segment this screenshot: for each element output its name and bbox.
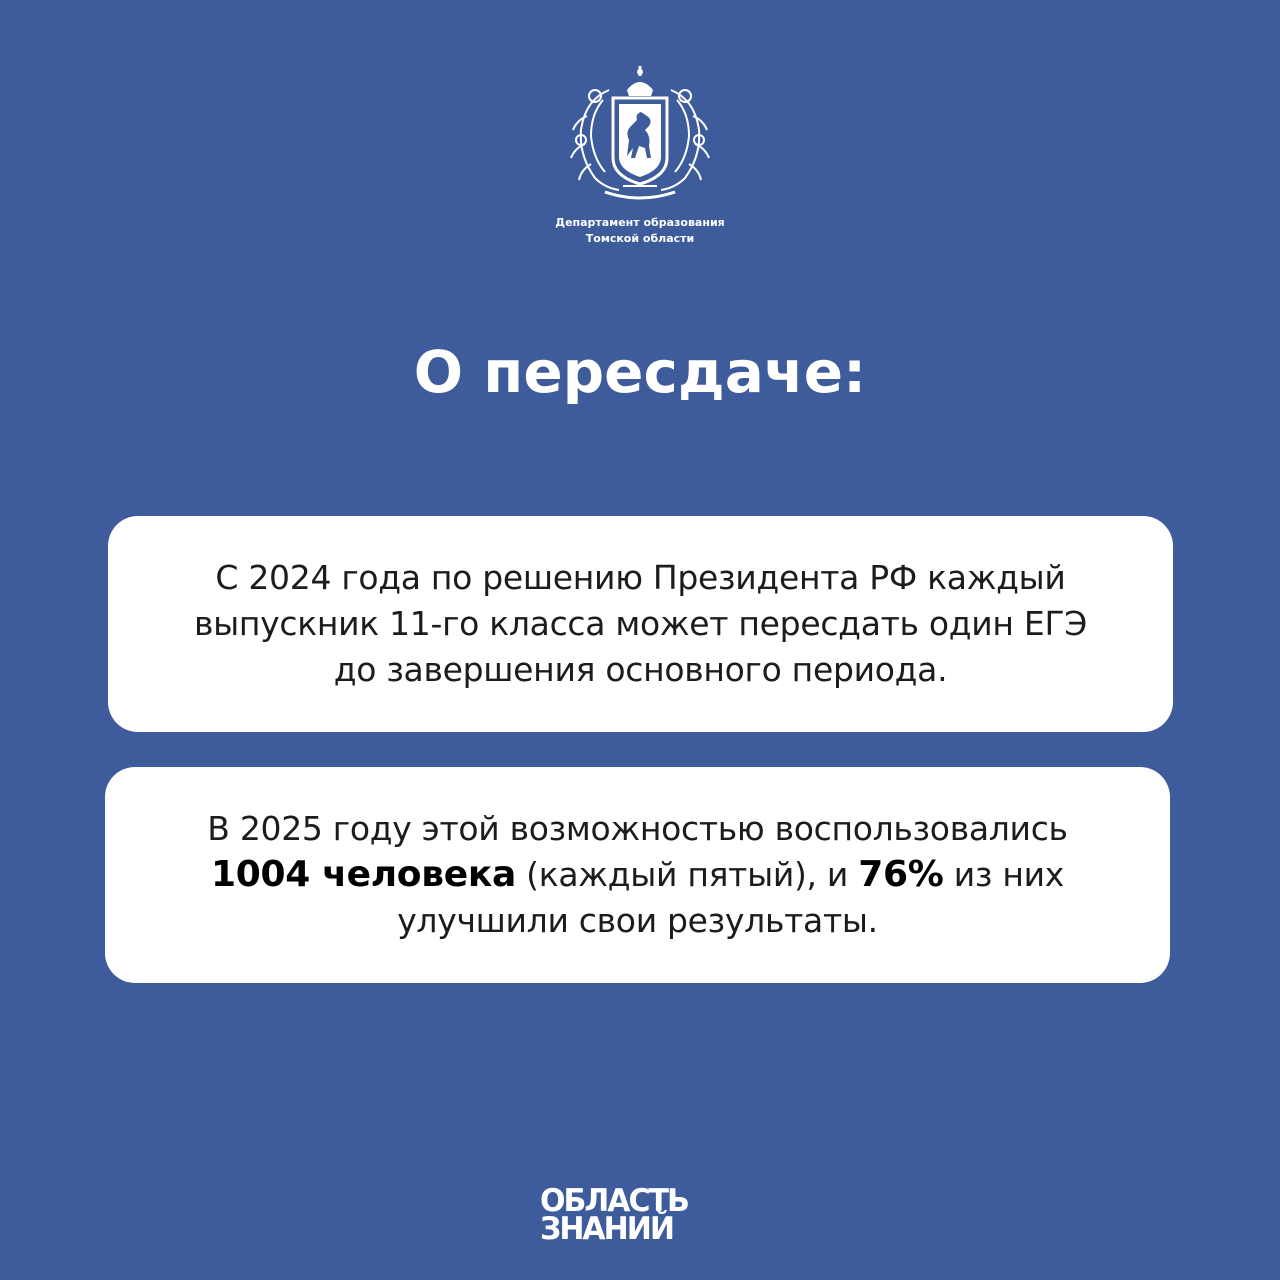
participants-count: 1004 человека [210,854,516,895]
info-card-retake-rule [108,516,1173,732]
card1-line-3: до завершения основного периода. [333,650,948,689]
card2-line-3: улучшили свои результаты. [397,901,878,940]
card2-line-2 [207,852,1067,898]
org-name-line-1: Департамент образования [555,216,725,229]
org-name-line-2: Томской области [585,232,695,245]
coat-of-arms-icon [565,60,715,205]
organization-name [0,215,1280,247]
logo-line-1: ОБЛАСТЬ [540,1182,688,1220]
card2-after-text: из них [943,855,1064,894]
logo-line-2: ЗНАНИЙ [540,1210,673,1248]
card2-middle-text: (каждый пятый), и [515,855,859,894]
card2-line-1: В 2025 году этой возможностью воспользовались [207,809,1068,848]
header [0,60,1280,247]
info-card-text [194,555,1087,693]
stats-card-text [207,806,1067,944]
oblast-znaniy-logo [540,1182,740,1248]
info-card-statistics [105,767,1170,983]
card1-line-2: выпускник 11-го класса может пересдать один ЕГЭ [193,604,1088,643]
card1-line-1: С 2024 года по решению Президента РФ каждый [215,558,1066,597]
page-title: О пересдаче: [413,338,867,406]
improvement-percent: 76% [858,854,944,895]
